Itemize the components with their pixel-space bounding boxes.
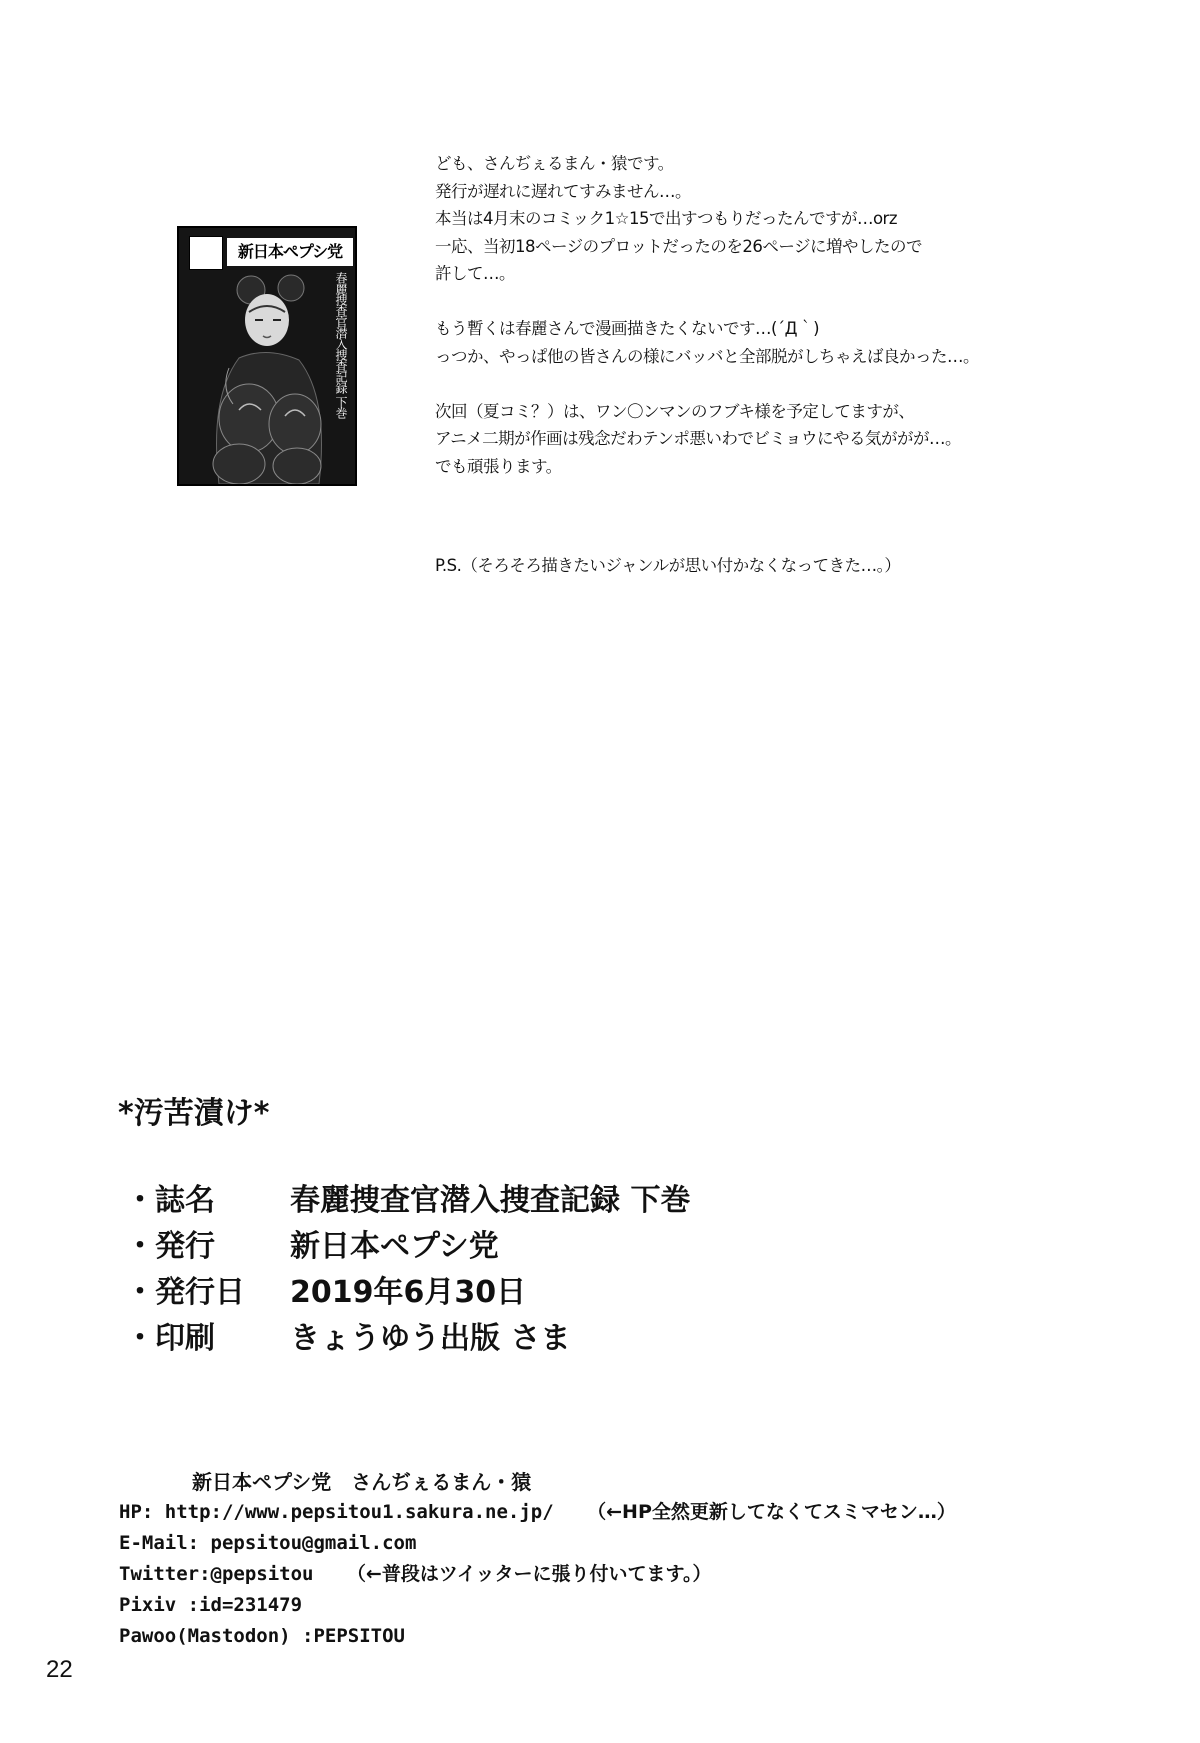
colophon-list bbox=[125, 1178, 690, 1362]
colophon-label: 誌名 bbox=[155, 1183, 215, 1218]
colophon-item-printer bbox=[125, 1316, 690, 1362]
contact-list bbox=[119, 1497, 956, 1652]
paragraph-gap bbox=[435, 288, 1115, 316]
cover-corner-box bbox=[189, 236, 223, 270]
afterword-line: 本当は4月末のコミック1☆15で出すつもりだったんですが…orz bbox=[435, 209, 897, 228]
homepage-note: （←HP全然更新してなくてスミマセン…） bbox=[587, 1501, 956, 1523]
colophon-label: 発行日 bbox=[155, 1275, 245, 1310]
email-link[interactable]: E-Mail: pepsitou@gmail.com bbox=[119, 1532, 417, 1554]
paragraph-gap bbox=[435, 370, 1115, 398]
pawoo-id[interactable]: Pawoo(Mastodon) :PEPSITOU bbox=[119, 1625, 405, 1647]
afterword-line: もう暫くは春麗さんで漫画描きたくないです…(´Д｀) bbox=[435, 319, 820, 338]
afterword-line: 許して…。 bbox=[435, 264, 515, 283]
afterword-line: 次回（夏コミ？）は、ワン〇ンマンのフブキ様を予定してますが、 bbox=[435, 401, 915, 421]
bullet: ・ bbox=[125, 1321, 155, 1356]
contact-hp bbox=[119, 1497, 956, 1528]
contact-email bbox=[119, 1528, 956, 1559]
colophon-item-publisher bbox=[125, 1224, 690, 1270]
contact-pixiv bbox=[119, 1590, 956, 1621]
bullet: ・ bbox=[125, 1183, 155, 1218]
afterword bbox=[435, 150, 1115, 480]
contact-twitter bbox=[119, 1559, 956, 1590]
colophon-value: 2019年6月30日 bbox=[290, 1275, 527, 1310]
twitter-link[interactable]: Twitter:@pepsitou bbox=[119, 1563, 314, 1585]
colophon-item-title bbox=[125, 1178, 690, 1224]
colophon-heading: *汚苦漬け* bbox=[118, 1096, 270, 1131]
pixiv-id[interactable]: Pixiv :id=231479 bbox=[119, 1594, 303, 1616]
afterword-line: っつか、やっぱ他の皆さんの様にバッバと全部脱がしちゃえば良かった…。 bbox=[435, 346, 979, 366]
cover-thumbnail bbox=[177, 226, 357, 486]
colophon-value: きょうゆう出版 さま bbox=[290, 1321, 571, 1356]
afterword-line: アニメ二期が作画は残念だわテンポ悪いわでビミョウにやる気ががが…。 bbox=[435, 429, 962, 448]
page-number: 22 bbox=[46, 1656, 73, 1683]
circle-name: 新日本ペプシ党 さんぢぇるまん・猿 bbox=[192, 1470, 532, 1494]
twitter-note: （←普段はツイッターに張り付いてます。） bbox=[346, 1563, 712, 1585]
bullet: ・ bbox=[125, 1275, 155, 1310]
colophon-label: 発行 bbox=[155, 1229, 215, 1264]
colophon-label: 印刷 bbox=[155, 1321, 215, 1356]
colophon-value: 春麗捜査官潜入捜査記録 下巻 bbox=[290, 1183, 691, 1218]
colophon-item-date bbox=[125, 1270, 690, 1316]
cover-subtitle: 春麗捜査官潜入捜査記録 下巻 bbox=[334, 272, 348, 418]
bullet: ・ bbox=[125, 1229, 155, 1264]
homepage-link[interactable]: HP: http://www.pepsitou1.sakura.ne.jp/ bbox=[119, 1501, 554, 1523]
cover-title: 新日本ペプシ党 bbox=[227, 238, 353, 266]
afterword-line: ども、さんぢぇるまん・猿です。 bbox=[435, 154, 674, 173]
contact-pawoo bbox=[119, 1621, 956, 1652]
afterword-line: でも頑張ります。 bbox=[435, 456, 562, 476]
afterword-line: 発行が遅れに遅れてすみません…。 bbox=[435, 181, 691, 201]
postscript: P.S.（そろそろ描きたいジャンルが思い付かなくなってきた…。） bbox=[435, 556, 901, 575]
afterword-line: 一応、当初18ページのプロットだったのを26ページに増やしたので bbox=[435, 236, 923, 256]
colophon-value: 新日本ペプシ党 bbox=[290, 1229, 499, 1264]
